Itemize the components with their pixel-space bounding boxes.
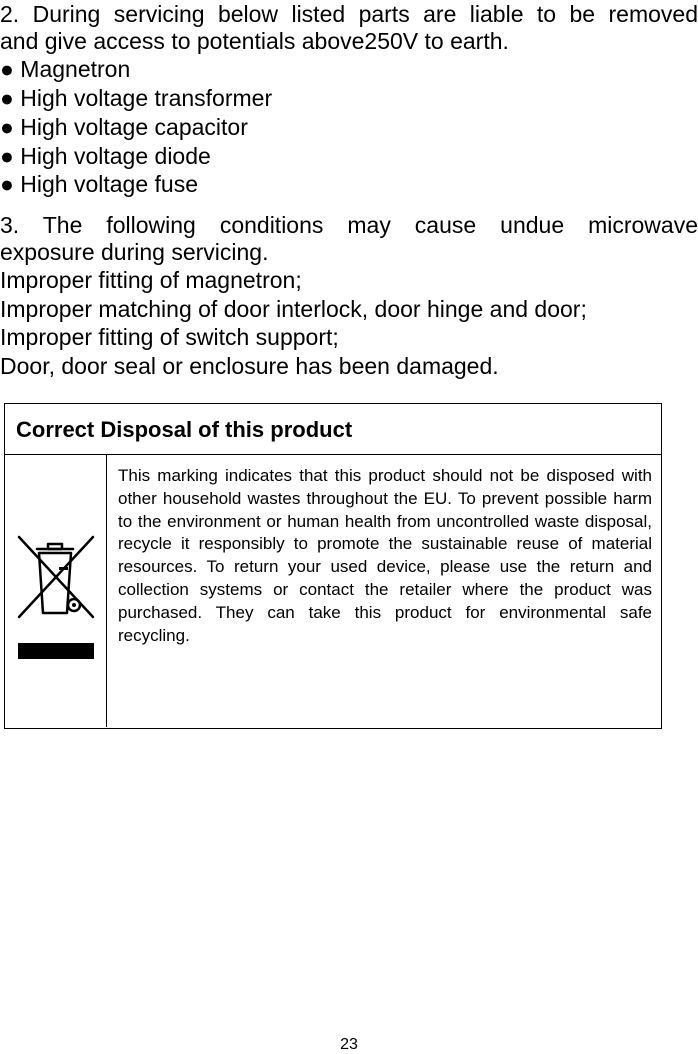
condition-item: Improper matching of door interlock, door hinge and door;	[0, 296, 587, 322]
disposal-icon-cell	[5, 455, 107, 727]
section-3-line-1: 3. The following conditions may cause undue microwave	[0, 212, 698, 238]
condition-item: Improper fitting of magnetron;	[0, 267, 302, 293]
section-2-line-1: 2. During servicing below listed parts are liable to be removed	[0, 1, 698, 27]
condition-item: Door, door seal or enclosure has been damaged.	[0, 353, 499, 379]
bullet-high-voltage-fuse: ● High voltage fuse	[0, 171, 199, 197]
disposal-table	[4, 403, 662, 729]
section-3-line-2: exposure during servicing.	[0, 239, 269, 265]
bullet-high-voltage-transformer: ● High voltage transformer	[0, 85, 273, 111]
section-2-line-2: and give access to potentials above250V to earth.	[0, 28, 509, 54]
page-number: 23	[340, 1036, 358, 1053]
disposal-description: This marking indicates that this product should not be disposed with other household wastes throughout the EU. To prevent possible harm to the environment or human health from uncontrolled waste disposal, recycle it responsibly to promote the sustainable reuse of material resources. To return your used device, please use the return and collection systems or contact the retailer where the product was purchased. They can take this product for environmental safe recycling.	[118, 466, 652, 645]
bullet-magnetron: ● Magnetron	[0, 56, 131, 82]
bullet-high-voltage-diode: ● High voltage diode	[0, 143, 211, 169]
condition-item: Improper fitting of switch support;	[0, 324, 339, 350]
disposal-title: Correct Disposal of this product	[5, 404, 661, 455]
crossed-out-wheelie-bin-icon	[15, 535, 97, 635]
solid-bar-icon	[18, 643, 94, 659]
bullet-high-voltage-capacitor: ● High voltage capacitor	[0, 114, 248, 140]
